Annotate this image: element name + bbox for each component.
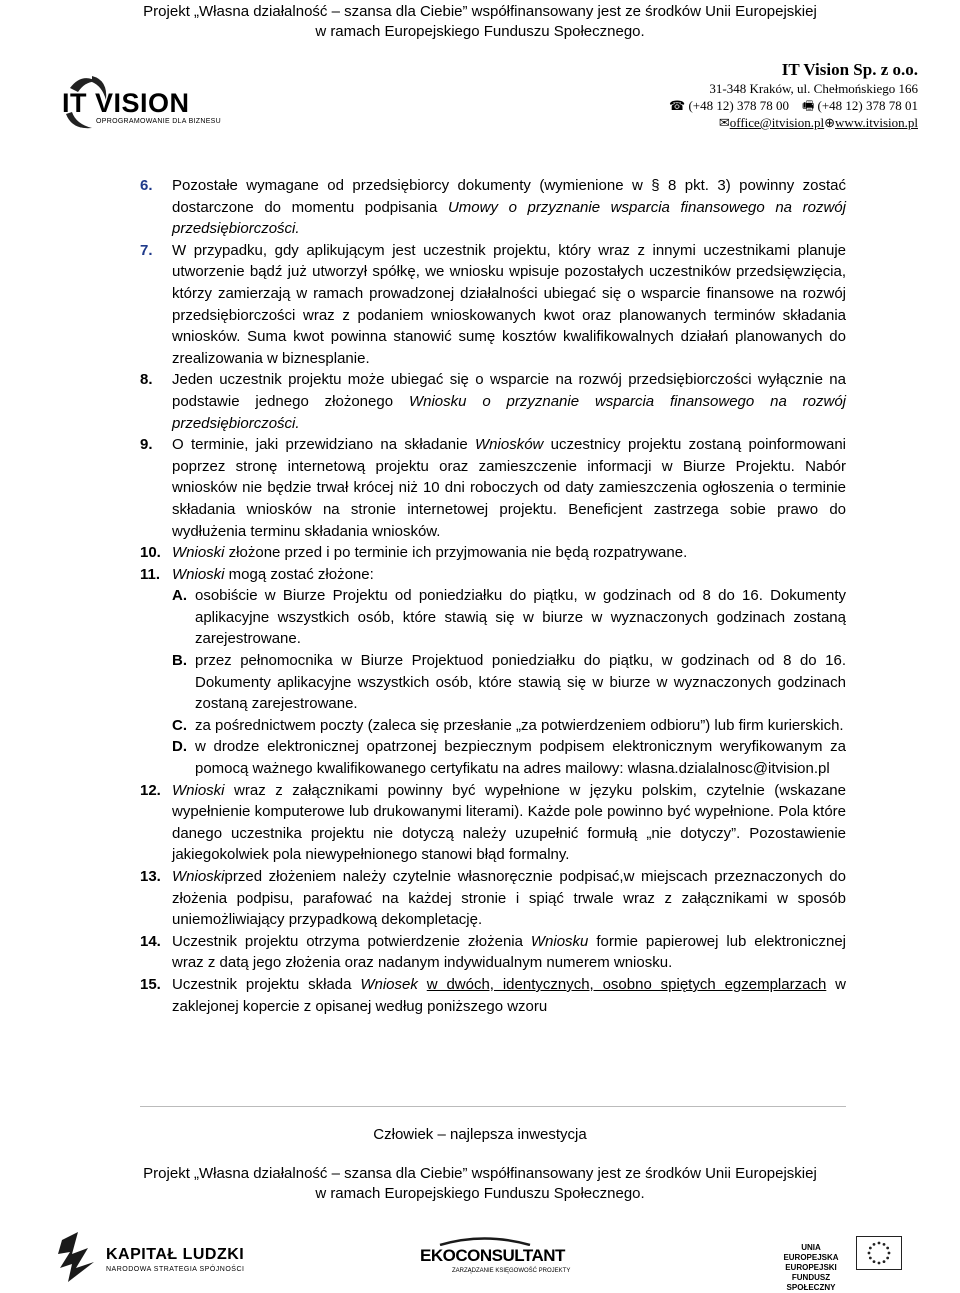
document-body bbox=[140, 175, 846, 1017]
website-link[interactable]: www.itvision.pl bbox=[835, 115, 918, 130]
header-project-line1: Projekt „Własna działalność – szansa dla Ciebie” współfinansowany jest ze środków Unii Europejskiej bbox=[143, 3, 817, 20]
company-contact bbox=[669, 114, 918, 131]
sub-item-a bbox=[140, 585, 846, 650]
phone-icon: ☎ bbox=[669, 98, 686, 113]
sub-item-label: B. bbox=[172, 652, 187, 670]
item-text: Uczestnik projektu otrzyma potwierdzenie złożenia bbox=[172, 932, 531, 950]
eu-star-icon bbox=[873, 1260, 876, 1263]
footer-divider bbox=[140, 1106, 846, 1107]
header-project-line2: w ramach Europejskiego Funduszu Społecznego. bbox=[315, 23, 645, 40]
eu-star-icon bbox=[878, 1242, 881, 1245]
sub-item-c bbox=[140, 715, 846, 737]
eu-fund-text: UNIA EUROPEJSKA EUROPEJSKI FUNDUSZ SPOŁECZNY bbox=[783, 1243, 839, 1292]
eu-flag-icon bbox=[856, 1236, 902, 1270]
eu-star-icon bbox=[886, 1247, 889, 1250]
item-text-italic: Wnioski bbox=[172, 868, 225, 885]
item-text: wraz z załącznikami powinny być wypełnione w języku polskim, czytelnie (wskazane wypełnienie komputerowe lub drukowanymi literami). Każde pole powinno być wypełnione. Pola które danego uczestnika projektu nie dotyczą należy uzupełnić formułą „nie dotyczy”. Pozostawienie jakiegokolwiek pola niewypełnionego stanowi błąd formalny. bbox=[172, 781, 846, 864]
eu-star-icon bbox=[873, 1243, 876, 1246]
fax-icon: 🖷 bbox=[801, 98, 815, 113]
email-link[interactable]: office@itvision.pl bbox=[729, 115, 825, 130]
footer-project-note bbox=[0, 1164, 960, 1204]
item-text: formie papierowej lub elektronicznej wraz z datą jego złożenia oraz nadanym indywidualnym numerem wniosku. bbox=[172, 932, 847, 972]
item-number: 11. bbox=[140, 565, 161, 583]
list-item-10 bbox=[140, 542, 846, 564]
kapital-ludzki-text: KAPITAŁ LUDZKI bbox=[106, 1246, 245, 1263]
eu-star-icon bbox=[883, 1260, 886, 1263]
item-text: O terminie, jaki przewidziano na składanie bbox=[172, 436, 476, 454]
sub-item-label: D. bbox=[172, 738, 187, 756]
footer-project-line2: w ramach Europejskiego Funduszu Społecznego. bbox=[315, 1185, 645, 1202]
item-number: 9. bbox=[140, 436, 153, 454]
item-text-italic: Umowy o przyznanie wsparcia finansowego na rozwój przedsiębiorczości. bbox=[172, 198, 846, 238]
item-text-underlined: w dwóch, identycznych, osobno spiętych egzemplarzach bbox=[426, 975, 827, 993]
item-number: 15. bbox=[140, 975, 161, 993]
item-number: 12. bbox=[140, 781, 161, 799]
item-text-italic: Wniosków bbox=[475, 436, 544, 454]
sub-item-text: w drodze elektronicznej opatrzonej bezpiecznym podpisem elektronicznym weryfikowanym za pomocą ważnego kwalifikowanego certyfikatu na adres mailowy: wlasna.dzialalnosc@itvision.pl bbox=[195, 738, 846, 778]
item-text-italic: Wnioski bbox=[172, 565, 225, 583]
item-text-italic: Wnioski bbox=[172, 544, 225, 562]
item-number: 14. bbox=[140, 932, 161, 950]
list-item-15 bbox=[140, 974, 846, 1017]
sub-item-label: A. bbox=[172, 587, 187, 605]
item-text-italic: Wnioski bbox=[172, 781, 225, 799]
mail-icon: ✉ bbox=[718, 115, 730, 130]
eu-star-icon bbox=[878, 1262, 881, 1265]
list-item-8 bbox=[140, 369, 846, 434]
sub-item-b bbox=[140, 650, 846, 715]
fax-number: (+48 12) 378 78 01 bbox=[817, 98, 918, 113]
item-text: przed złożeniem należy czytelnie własnoręcznie podpisać,w miejscach przeznaczonych do złożenia podpisu, parafować na każdej stronie i spiąć trwale wraz z załącznikami w sposób uniemożliwiający przypadkową dekompletację. bbox=[172, 868, 846, 929]
item-text-italic: Wniosku bbox=[530, 932, 589, 950]
list-item-11 bbox=[140, 564, 846, 586]
company-phones bbox=[669, 97, 918, 114]
footer-project-line1: Projekt „Własna działalność – szansa dla Ciebie” współfinansowany jest ze środków Unii Europejskiej bbox=[143, 1165, 817, 1182]
list-item-7 bbox=[140, 240, 846, 370]
company-address: 31-348 Kraków, ul. Chełmońskiego 166 bbox=[709, 81, 918, 96]
footer-slogan: Człowiek – najlepsza inwestycja bbox=[373, 1126, 587, 1143]
list-item-13 bbox=[140, 866, 846, 931]
item-text: uczestnicy projektu zostaną poinformowani poprzez stronę internetową projektu oraz zamieszczenie informacji w Biurze Projektu. Nabór wniosków nie będzie trwał krócej niż 10 dni roboczych od daty zamieszczenia ogłoszenia o terminie składania wniosków na stronie internetowej projektu. Beneficjent zastrzega sobie prawo do wydłużenia terminu składania wniosków. bbox=[172, 436, 846, 540]
sub-item-text: osobiście w Biurze Projektu od poniedziałku do piątku, w godzinach od 8 do 16. Dokumenty aplikacyjne wszystkich osób, które stawią się w biurze w wyznaczonych godzinach zostaną zarejestrowane. bbox=[195, 587, 846, 648]
item-number: 13. bbox=[140, 868, 161, 885]
item-number: 10. bbox=[140, 544, 161, 562]
item-text: W przypadku, gdy aplikującym jest uczestnik projektu, który wraz z innymi uczestnikami planuje utworzenie bądź już utworzył spółkę, we wniosku wpisuje pozostałych uczestników przedsięwzięcia, którzy zamierzają w ramach prowadzonej działalności ubiegać się o wsparcie finansowe na rozwój przedsiębiorczości wraz z podaniem wnioskowanych kwot oraz planowanych terminów składania wniosków. Suma kwot powinna stanowić sumę kosztów kwalifikowalnych działań planowanych do zrealizowania w biznesplanie. bbox=[172, 241, 846, 367]
sub-item-d bbox=[140, 736, 846, 779]
item-text-italic: Wniosku o przyznanie wsparcia finansowego na rozwój przedsiębiorczości. bbox=[172, 392, 846, 432]
item-text: mogą zostać złożone: bbox=[224, 565, 374, 583]
list-item-12 bbox=[140, 780, 846, 866]
logo-text: IT VISION bbox=[62, 88, 190, 118]
eu-star-icon bbox=[869, 1247, 872, 1250]
kapital-ludzki-subtitle: NARODOWA STRATEGIA SPÓJNOŚCI bbox=[106, 1266, 245, 1273]
item-text bbox=[418, 976, 427, 993]
ekoconsultant-text: EKOCONSULTANT bbox=[420, 1246, 565, 1265]
company-name: IT Vision Sp. z o.o. bbox=[781, 60, 918, 79]
item-text: w zaklejonej kopercie z opisanej według poniższego wzoru bbox=[172, 975, 846, 1015]
item-number: 6. bbox=[140, 177, 153, 194]
item-number: 7. bbox=[140, 241, 153, 259]
ekoconsultant-subtitle: ZARZĄDZANIE KSIĘGOWOŚĆ PROJEKTY bbox=[452, 1268, 571, 1274]
ekoconsultant-logo-icon bbox=[420, 1236, 550, 1246]
item-text: Uczestnik projektu składa bbox=[172, 975, 361, 993]
logo-subtitle: OPROGRAMOWANIE DLA BIZNESU bbox=[96, 118, 222, 125]
globe-icon: ⊕ bbox=[824, 115, 836, 130]
eu-star-icon bbox=[888, 1252, 891, 1255]
sub-item-label: C. bbox=[172, 716, 187, 734]
item-number: 8. bbox=[140, 371, 153, 389]
eu-star-icon bbox=[886, 1257, 889, 1260]
header-project-note bbox=[0, 2, 960, 42]
phone-number: (+48 12) 378 78 00 bbox=[688, 98, 789, 113]
item-text: Pozostałe wymagane od przedsiębiorcy dokumenty (wymienione w § 8 pkt. 3) powinny zostać dostarczone do momentu podpisania bbox=[172, 177, 846, 216]
item-text: Jeden uczestnik projektu może ubiegać się o wsparcie na rozwój przedsiębiorczości wyłącznie na podstawie jednego złożonego bbox=[172, 371, 846, 410]
item-text-italic: Wniosek bbox=[360, 975, 418, 993]
list-item-6 bbox=[140, 175, 846, 240]
eu-star-icon bbox=[868, 1252, 871, 1255]
list-item-14 bbox=[140, 931, 846, 974]
list-item-9 bbox=[140, 434, 846, 542]
eu-star-icon bbox=[883, 1243, 886, 1246]
kapital-ludzki-logo-icon bbox=[58, 1228, 102, 1284]
company-info bbox=[669, 60, 918, 131]
sub-item-text: przez pełnomocnika w Biurze Projektuod poniedziałku do piątku, w godzinach od 8 do 16. Dokumenty aplikacyjne wszystkich osób, które stawią się w biurze w wyznaczonych godzinach zostaną zarejestrowane. bbox=[195, 652, 846, 713]
item-text: złożone przed i po terminie ich przyjmowania nie będą rozpatrywane. bbox=[224, 544, 688, 562]
sub-item-text: za pośrednictwem poczty (zaleca się przesłanie „za potwierdzeniem odbioru”) lub firm kurierskich. bbox=[195, 716, 844, 734]
eu-star-icon bbox=[869, 1257, 872, 1260]
